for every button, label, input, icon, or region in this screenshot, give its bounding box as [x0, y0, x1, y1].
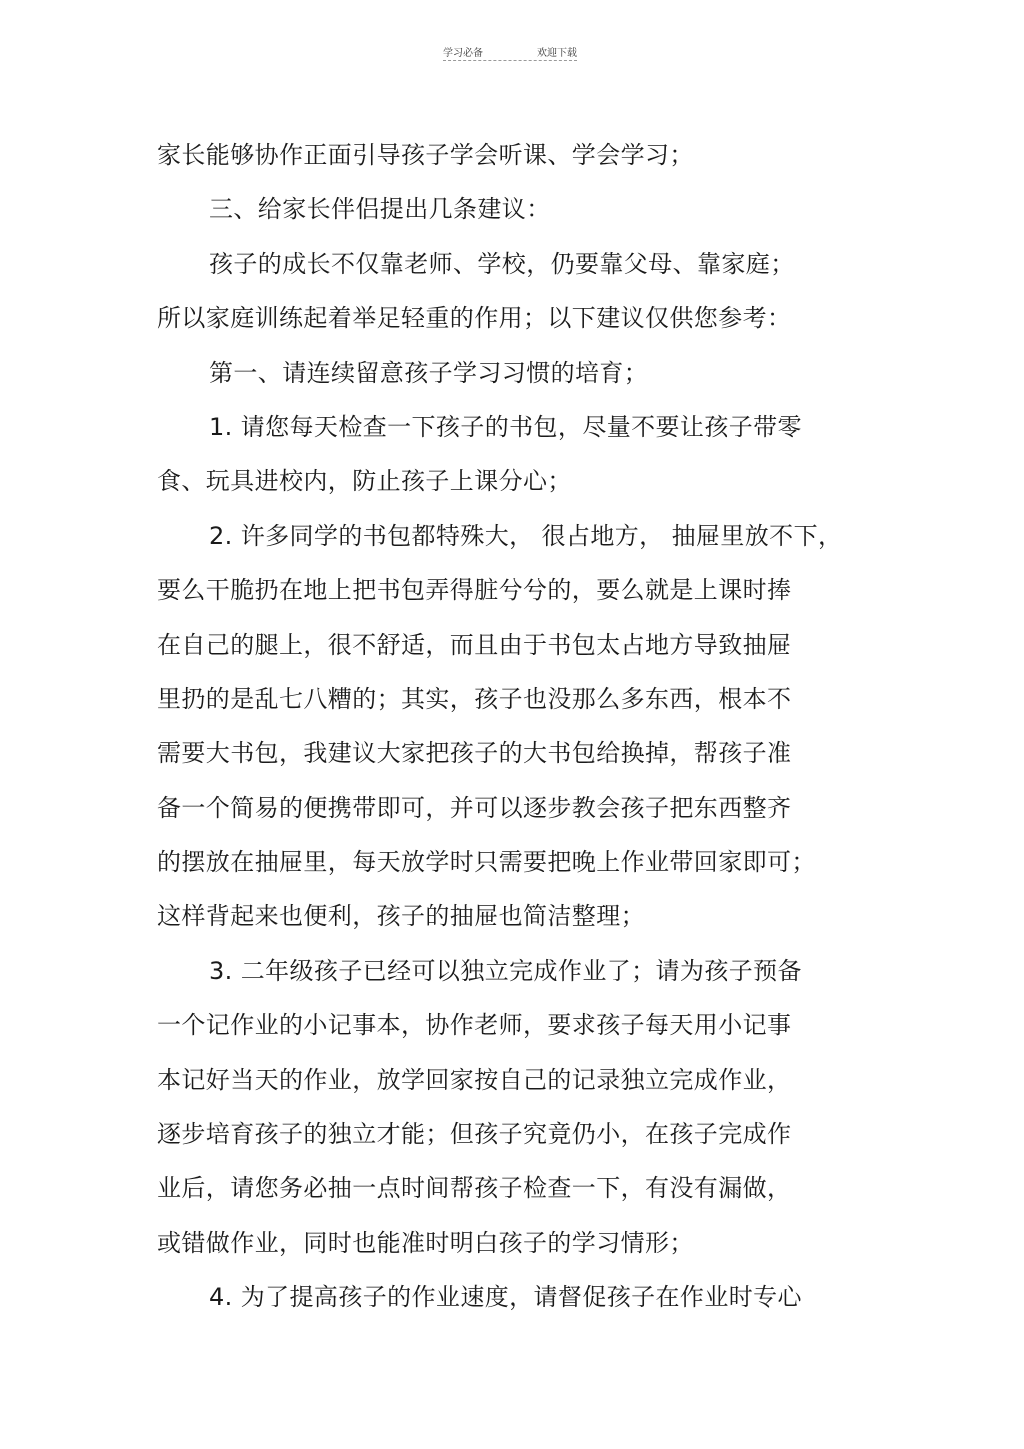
- document-body: [157, 128, 843, 1325]
- list-item-4: 4. 为了提高孩子的作业速度，请督促孩子在作业时专心: [209, 1283, 802, 1312]
- page-header: [443, 44, 577, 64]
- paragraph-line: 里扔的是乱七八糟的；其实，孩子也没那么多东西，根本不: [157, 684, 792, 713]
- paragraph-line: 需要大书包，我建议大家把孩子的大书包给换掉，帮孩子准: [157, 739, 792, 768]
- paragraph-line: 所以家庭训练起着举足轻重的作用；以下建议仅供您参考：: [157, 304, 792, 333]
- list-item-2: 2. 许多同学的书包都特殊大， 很占地方， 抽屉里放不下，: [209, 521, 843, 550]
- paragraph-line: 要么干脆扔在地上把书包弄得脏兮兮的，要么就是上课时捧: [157, 576, 792, 605]
- paragraph-line: 孩子的成长不仅靠老师、学校，仍要靠父母、靠家庭；: [209, 249, 795, 278]
- list-item-3: 3. 二年级孩子已经可以独立完成作业了；请为孩子预备: [209, 956, 802, 985]
- paragraph-line: 的摆放在抽屉里，每天放学时只需要把晚上作业带回家即可；: [157, 848, 816, 877]
- section-heading: 三、给家长伴侣提出几条建议：: [209, 195, 551, 224]
- paragraph-line: 或错做作业，同时也能准时明白孩子的学习情形；: [157, 1228, 694, 1257]
- paragraph-line: 逐步培育孩子的独立才能；但孩子究竟仍小，在孩子完成作: [157, 1120, 792, 1149]
- header-divider: [443, 60, 577, 61]
- paragraph-line: 本记好当天的作业，放学回家按自己的记录独立完成作业，: [157, 1065, 792, 1094]
- paragraph-line: 备一个简易的便携带即可，并可以逐步教会孩子把东西整齐: [157, 793, 792, 822]
- paragraph-line: 这样背起来也便利，孩子的抽屉也简洁整理；: [157, 902, 645, 931]
- paragraph-line: 食、玩具进校内，防止孩子上课分心；: [157, 467, 572, 496]
- paragraph-line: 一个记作业的小记事本，协作老师，要求孩子每天用小记事: [157, 1011, 792, 1040]
- paragraph-line: 在自己的腿上，很不舒适，而且由于书包太占地方导致抽屉: [157, 630, 792, 659]
- subsection-heading: 第一、请连续留意孩子学习习惯的培育；: [209, 358, 649, 387]
- list-item-1: 1. 请您每天检查一下孩子的书包，尽量不要让孩子带零: [209, 412, 802, 441]
- paragraph-line: 家长能够协作正面引导孩子学会听课、学会学习；: [157, 141, 694, 169]
- header-left-text: 学习必备: [443, 48, 483, 59]
- header-right-text: 欢迎下载: [537, 48, 577, 59]
- paragraph-line: 业后，请您务必抽一点时间帮孩子检查一下，有没有漏做，: [157, 1174, 792, 1203]
